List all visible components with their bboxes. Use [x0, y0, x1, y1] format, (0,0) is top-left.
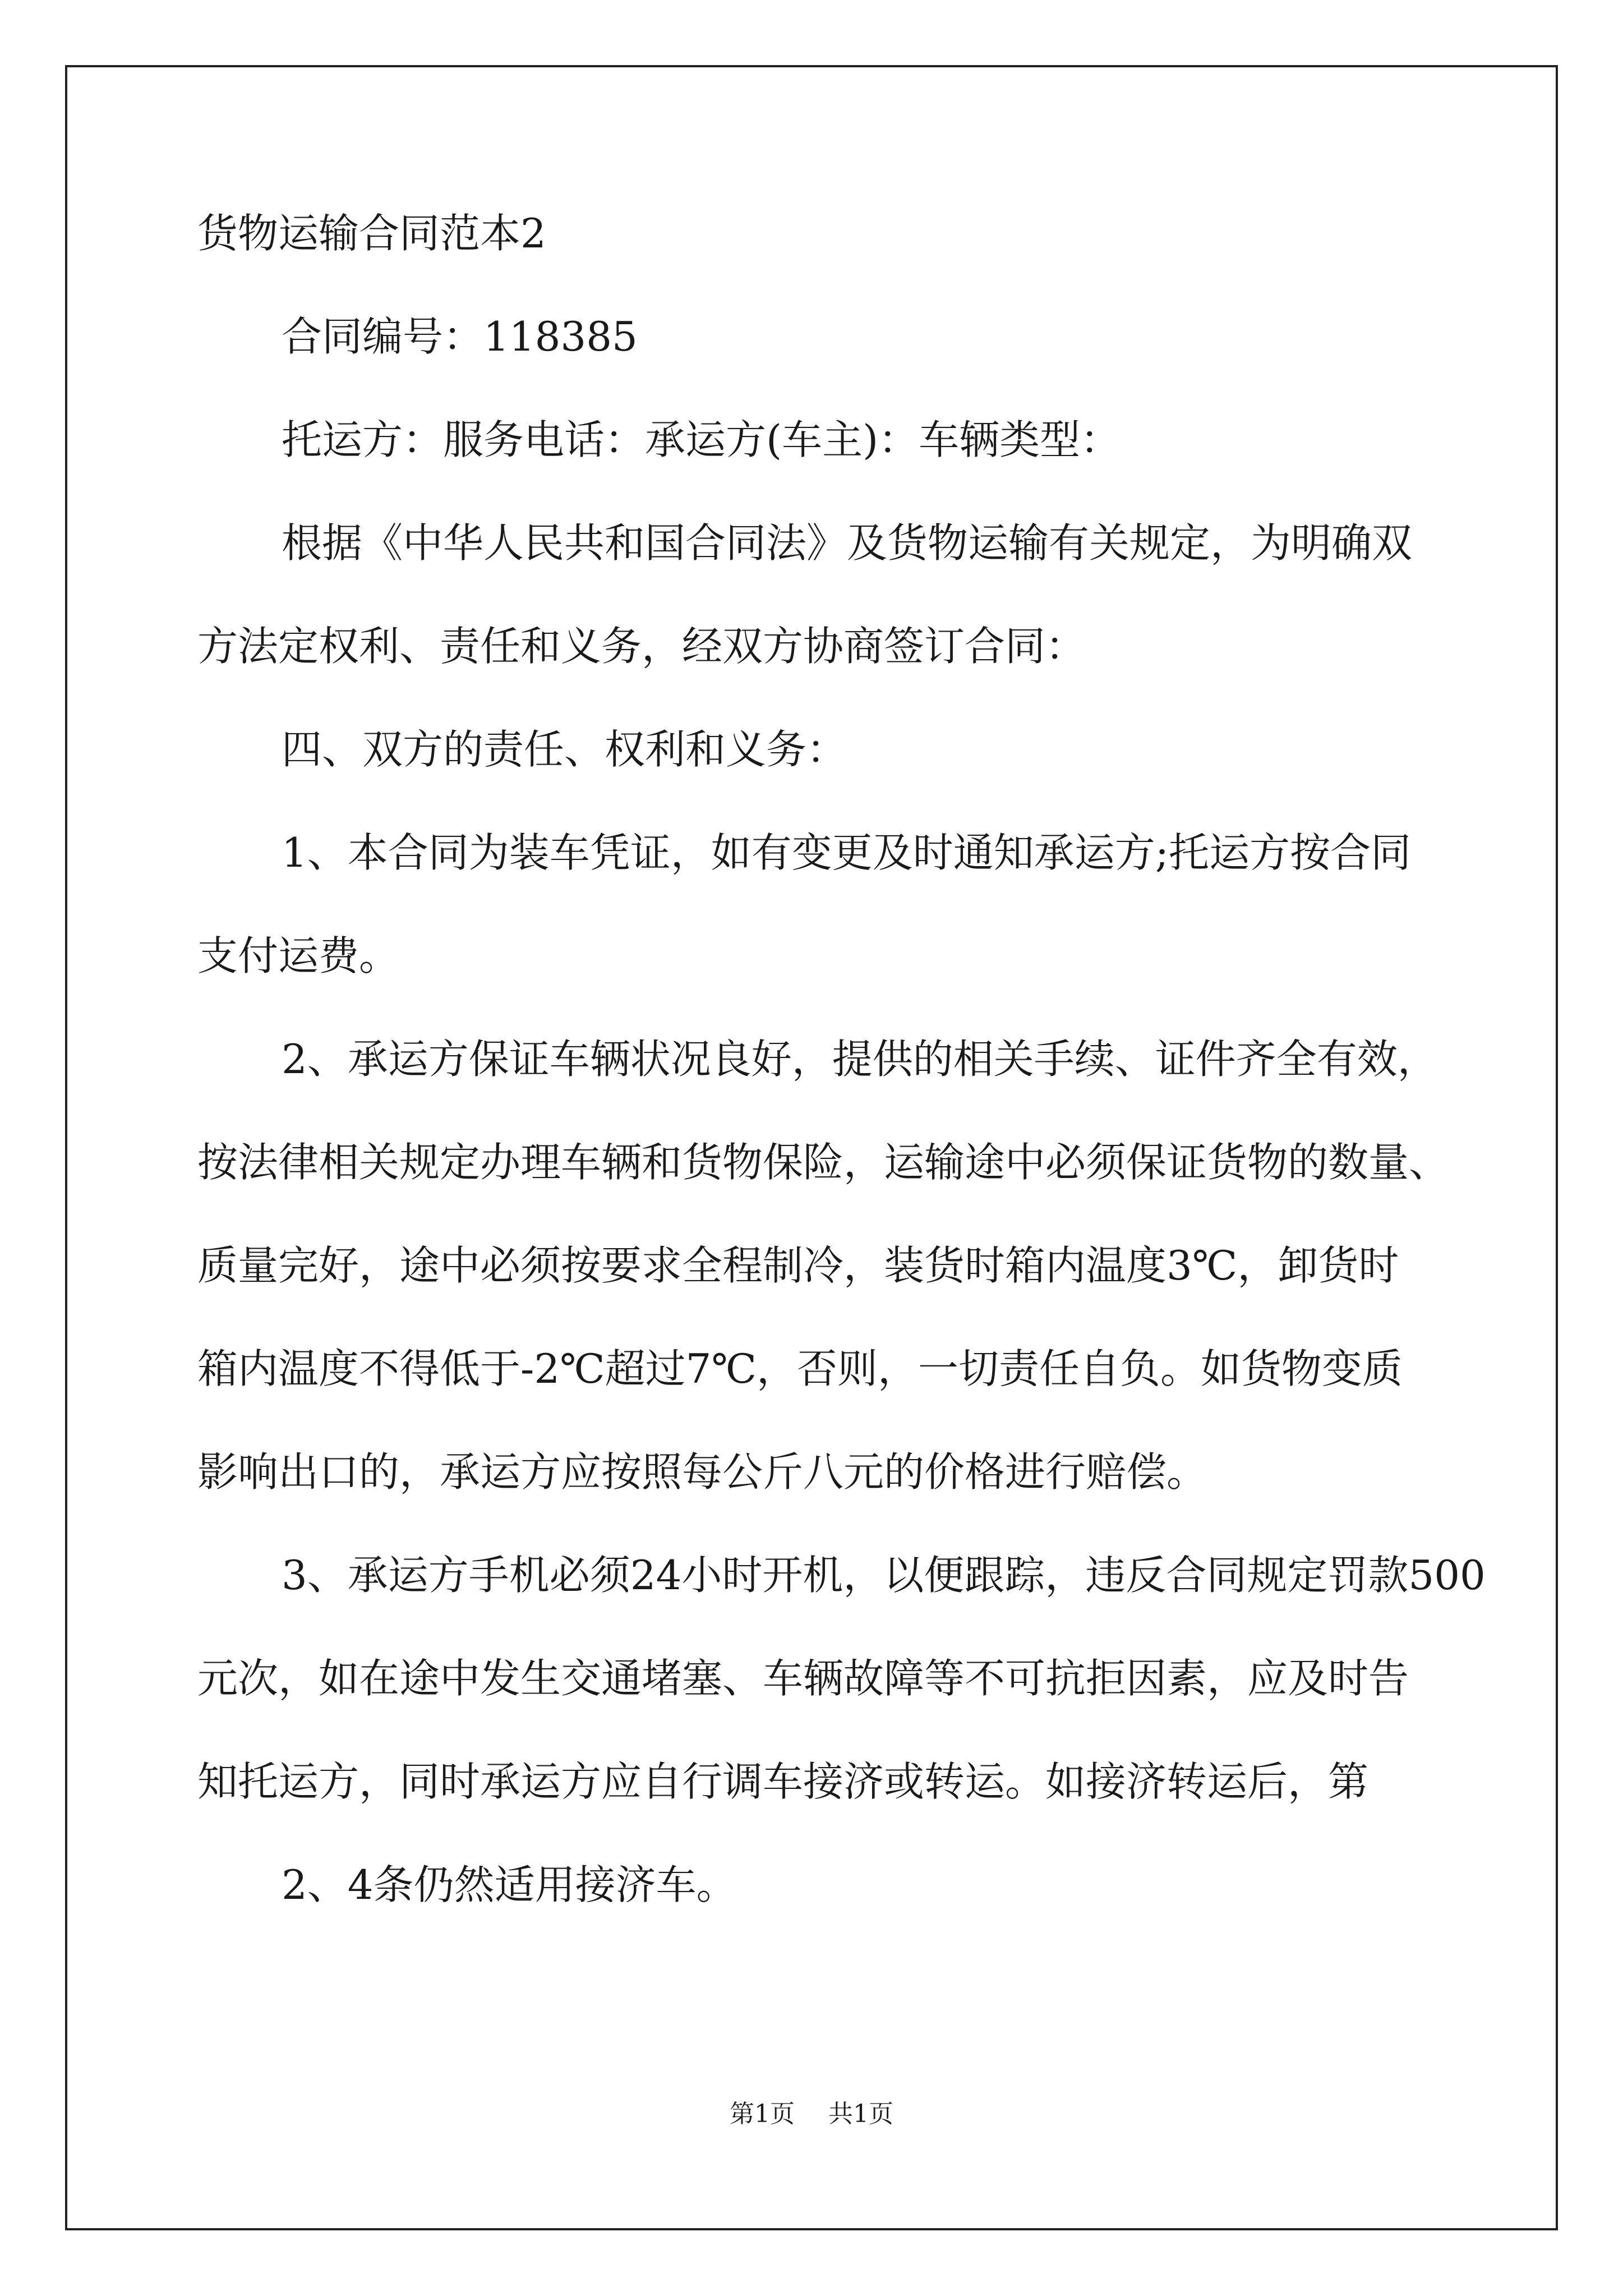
clause2-line-3: 质量完好，途中必须按要求全程制冷，装货时箱内温度3℃，卸货时 — [197, 1242, 1399, 1289]
clause2-line-4: 箱内温度不得低于-2℃超过7℃，否则，一切责任自负。如货物变质 — [197, 1345, 1403, 1392]
clause2-line-1: 2、承运方保证车辆状况良好，提供的相关手续、证件齐全有效， — [282, 1036, 1438, 1083]
clause3-line-2: 元次，如在途中发生交通堵塞、车辆故障等不可抗拒因素，应及时告 — [197, 1655, 1409, 1702]
clause2-line-5: 影响出口的，承运方应按照每公斤八元的价格进行赔偿。 — [197, 1448, 1207, 1496]
clause1-line-1: 1、本合同为装车凭证，如有变更及时通知承运方;托运方按合同 — [282, 829, 1412, 876]
page-footer — [0, 2093, 1623, 2129]
clause3-line-1: 3、承运方手机必须24小时开机，以便跟踪，违反合同规定罚款500 — [282, 1552, 1486, 1599]
intro-line-2: 方法定权利、责任和义务，经双方协商签订合同： — [197, 623, 1086, 670]
document-title: 货物运输合同范本2 — [197, 210, 546, 257]
clause2-line-2: 按法律相关规定办理车辆和货物保险，运输途中必须保证货物的数量、 — [197, 1139, 1450, 1186]
page-number: 第1页 — [730, 2100, 795, 2128]
page-total: 共1页 — [828, 2100, 893, 2128]
clause3-line-3: 知托运方，同时承运方应自行调车接济或转运。如接济转运后，第 — [197, 1758, 1369, 1805]
parties-line: 托运方：服务电话：承运方(车主)：车辆类型： — [282, 416, 1121, 463]
clause1-line-2: 支付运费。 — [197, 932, 400, 979]
intro-line-1: 根据《中华人民共和国合同法》及货物运输有关规定，为明确双 — [282, 519, 1413, 567]
clause3-continuation: 2、4条仍然适用接济车。 — [282, 1861, 737, 1908]
contract-number: 合同编号：118385 — [282, 313, 638, 360]
section-heading: 四、双方的责任、权利和义务： — [282, 726, 847, 773]
